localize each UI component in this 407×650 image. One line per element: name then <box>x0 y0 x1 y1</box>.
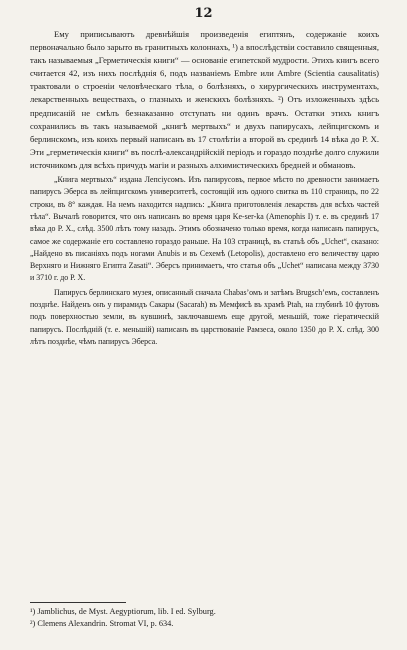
footnotes <box>30 606 379 630</box>
footnote: ¹) Jamblichus, de Myst. Aegyptiorum, lib. I ed. Sylburg. <box>30 607 216 616</box>
paragraph: „Книга мертвыхъ“ издана Лепсіусомъ. Изъ папирусовъ, первое мѣсто по древности занимаетъ папирусъ Эберса въ лейпцигскомъ университетѣ, состоящій изъ одного свитка въ 110 страницъ, по 22 строки, въ 8° каждая. На немъ находится надпись: „Книга приготовленія лекарствъ для всѣхъ частей тѣла“. Вычалѣ говорится, что онъ написанъ во время царя Ke-ser-ka (Amenophis I) т. е. въ срединѣ 17 вѣка до Р. Х., слѣд. 3500 лѣтъ тому назадъ. Этимъ обозначено только время, когда написанъ папирусъ, самое же содержаніе его составлено гораздо раньше. На 103 страницѣ, въ статьѣ объ „Uchet“, сказано: „Найдено въ писаніяхъ подъ ногами Anubis и въ Сехемѣ (Letopolis), доставлено его величеству царю Верхняго и Нижняго Египта Zasati“. Эберсъ принимаетъ, что статья объ „Uchet“ написана между 3730 и 3710 г. до Р. Х. <box>30 175 379 283</box>
footnote: ²) Clemens Alexandrin. Stromat VI, p. 634. <box>30 619 174 628</box>
main-text <box>30 28 379 348</box>
paragraph: Ему приписываютъ древнѣйшія произведенія египтянъ, содержаніе коихъ первоначально было зарыто въ гранитныхъ колоннахъ, ¹) а впослѣдствіи составило священныя, такъ называемыя „Герметическія книги“ — основаніе египетской мудрости. Этихъ книгъ всего считается 42, изъ нихъ послѣднія 6, подъ названіемъ Embre или Ambre (Scientia causalitatis) трактовали о строеніи человѣческаго тѣла, о болѣзняхъ, о хирургическихъ инструментахъ, лекарственныхъ веществахъ, о глазныхъ и женскихъ болѣзняхъ. ²) Отъ изложенныхъ здѣсь предписаній не смѣлъ безнаказанно отступать ни одинъ врачъ. Остатки этихъ книгъ сохранились въ такъ называемой „книгѣ мертвыхъ“ и двухъ папирусахъ, лейпцигскомъ и берлинскомъ, изъ коихъ первый написанъ въ 17 столѣтіи а второй въ срединѣ 14 вѣка до Р. Х. Эти „герметическія книги“ въ послѣ-александрійскій періодъ и гораздо позднѣе долго служили источникомъ для всѣхъ причудъ магіи и разныхъ алхимистическихъ бредней и обмановъ. <box>30 29 379 170</box>
paragraph: Папирусъ берлинскаго музея, описанный сначала Chabas’омъ и затѣмъ Brugsch’емъ, составленъ позднѣе. Найденъ онъ у пирамидъ Сакары (Sacarah) въ Мемфисѣ въ храмѣ Ptah, на глубинѣ 10 футовъ подъ поверхностью земли, въ кувшинѣ, заключавшемъ еще другой, меньшій, тоже гіератическій папирусъ. Послѣдній (т. е. меньшій) написанъ въ царствованіе Рамзеса, около 1350 до Р. Х. слѣд. 300 лѣтъ позднѣе, чѣмъ папирусъ Эберса. <box>30 287 379 346</box>
page-number: 12 <box>194 6 213 21</box>
footnote-divider <box>30 602 126 603</box>
